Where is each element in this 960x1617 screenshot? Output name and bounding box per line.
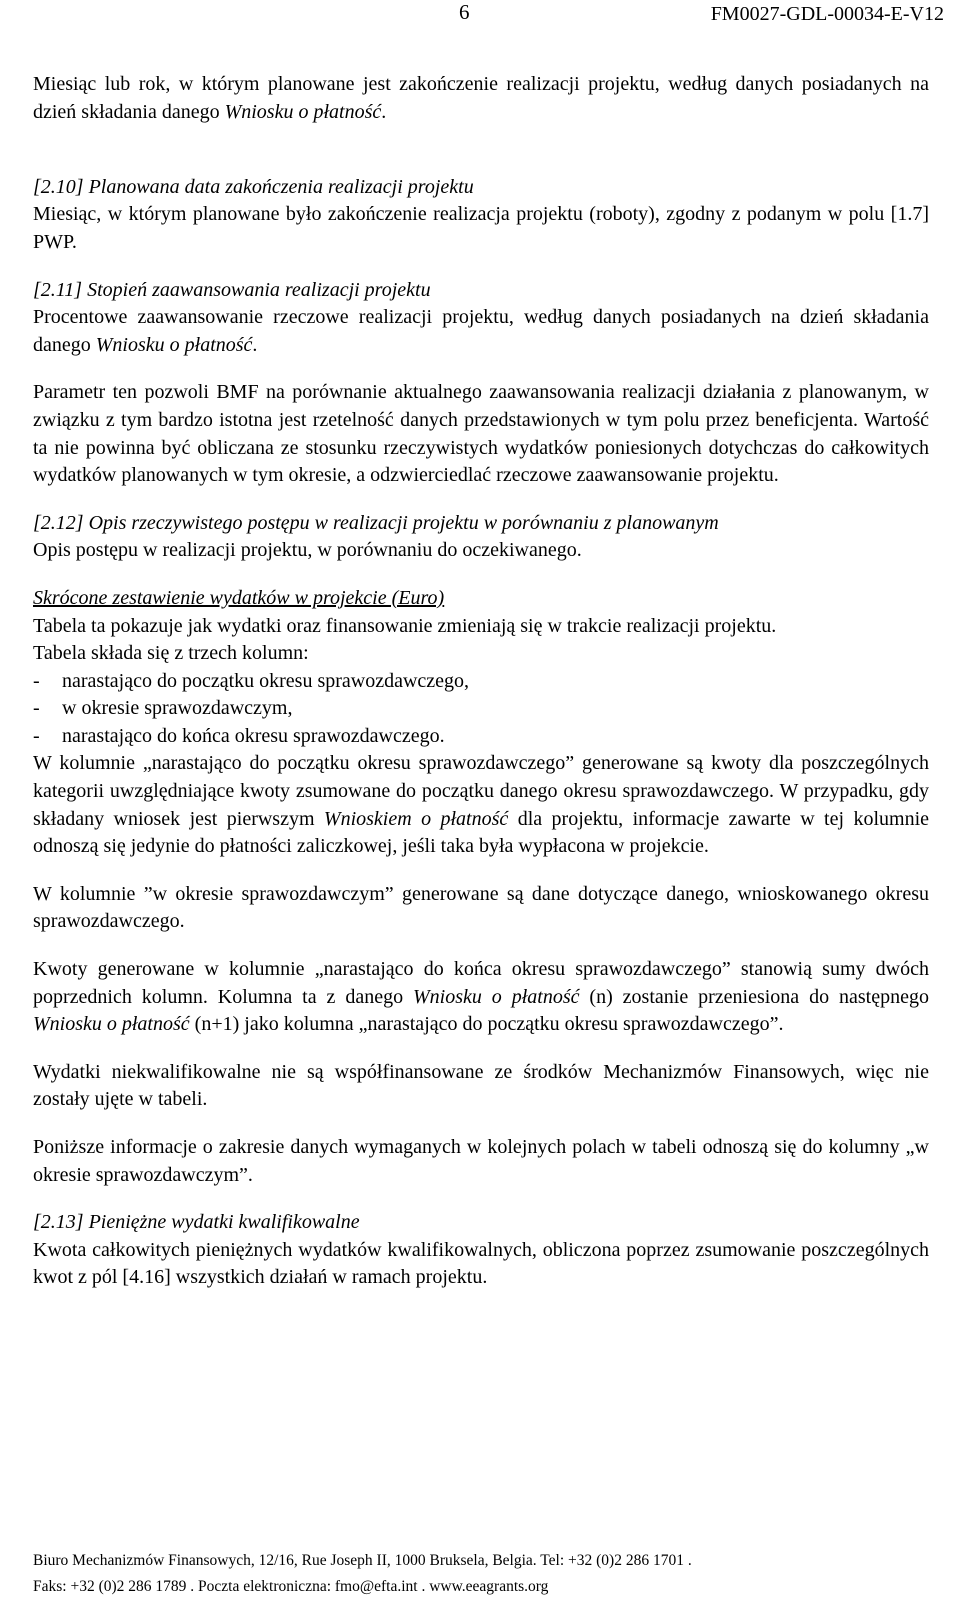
list-item: - w okresie sprawozdawczym,	[33, 697, 293, 720]
summary-paragraph-3: Kwoty generowane w kolumnie „narastająco do końca okresu sprawozdawczego” stanowią sumy dwóch poprzednich kolumn. Kolumna ta z danego Wniosku o płatność (n) zostanie przeniesiona do następnego Wniosku o płatność (n+1) jako kolumna „narastająco do początku okresu sprawozdawczego”.	[33, 958, 929, 1036]
summary-paragraph-2: W kolumnie ”w okresie sprawozdawczym” generowane są dane dotyczące danego, wnioskowanego okresu sprawozdawczego.	[33, 882, 929, 933]
page-footer	[33, 1548, 933, 1600]
summary-paragraph-4: Wydatki niekwalifikowalne nie są współfinansowane ze środków Mechanizmów Finansowych, więc nie zostały ujęte w tabeli.	[33, 1060, 929, 1111]
intro-paragraph: Miesiąc lub rok, w którym planowane jest zakończenie realizacji projektu, według danych posiadanych na dzień składania danego Wniosku o płatność.	[33, 73, 929, 123]
summary-paragraph-5: Poniższe informacje o zakresie danych wymaganych w kolejnych polach w tabeli odnoszą się do kolumny „w okresie sprawozdawczym”.	[33, 1136, 929, 1186]
summary-paragraph-1: W kolumnie „narastająco do początku okresu sprawozdawczego” generowane są kwoty dla poszczególnych kategorii uwzględniające kwoty zsumowane do początku danego okresu sprawozdawczego. W przypadku, gdy składany wniosek jest pierwszym Wnioskiem o płatność dla projektu, informacje zawarte w tej kolumnie odnoszą się jedynie do płatności zaliczkowej, jeśli taka była wypłacona w projekcie.	[33, 752, 930, 858]
section-2-12-heading: [2.12] Opis rzeczywistego postępu w realizacji projektu w porównaniu z planowanym	[33, 511, 719, 534]
section-2-13-body: Kwota całkowitych pieniężnych wydatków kwalifikowalnych, obliczona poprzez zsumowanie poszczególnych kwot z pól [4.16] wszystkich działań w ramach projektu.	[33, 1238, 929, 1289]
section-2-11-paragraph: Parametr ten pozwoli BMF na porównanie aktualnego zaawansowania realizacji działania z planowanym, w związku z tym bardzo istotna jest rzetelność danych przedstawionych w tym polu przez beneficjenta. Wartość ta nie powinna być obliczana ze stosunku rzeczywistych wydatków poniesionych dotychczas do całkowitych wydatków planowanych w tym okresie, a odzwierciedlać rzeczowe zaawansowanie projektu.	[33, 381, 929, 487]
list-item: - narastająco do końca okresu sprawozdawczego.	[33, 724, 445, 747]
section-2-11-heading: [2.11] Stopień zaawansowania realizacji projektu	[33, 278, 431, 301]
footer-line-1: Biuro Mechanizmów Finansowych, 12/16, Rue Joseph II, 1000 Bruksela, Belgia. Tel: +32 (0)2 286 1701 .	[33, 1552, 692, 1569]
list-item: - narastająco do początku okresu sprawozdawczego,	[33, 669, 470, 692]
section-2-11-body: Procentowe zaawansowanie rzeczowe realizacji projektu, według danych posiadanych na dzień składania danego Wniosku o płatność.	[33, 306, 929, 356]
section-2-10-heading: [2.10] Planowana data zakończenia realizacji projektu	[33, 175, 474, 198]
section-2-10-body: Miesiąc, w którym planowane było zakończenie realizacja projektu (roboty), zgodny z podanym w polu [1.7] PWP.	[33, 203, 929, 253]
summary-line-2: Tabela składa się z trzech kolumn:	[33, 642, 309, 665]
document-body	[33, 71, 929, 1292]
document-code: FM0027-GDL-00034-E-V12	[710, 3, 944, 25]
footer-line-2: Faks: +32 (0)2 286 1789 . Poczta elektroniczna: fmo@efta.int . www.eeagrants.org	[33, 1578, 549, 1595]
section-2-13-heading: [2.13] Pieniężne wydatki kwalifikowalne	[33, 1211, 360, 1234]
summary-heading: Skrócone zestawienie wydatków w projekcie (Euro)	[33, 586, 445, 609]
page-number: 6	[459, 0, 470, 24]
summary-line-1: Tabela ta pokazuje jak wydatki oraz finansowanie zmieniają się w trakcie realizacji projektu.	[33, 614, 777, 637]
section-2-12-body: Opis postępu w realizacji projektu, w porównaniu do oczekiwanego.	[33, 539, 582, 562]
